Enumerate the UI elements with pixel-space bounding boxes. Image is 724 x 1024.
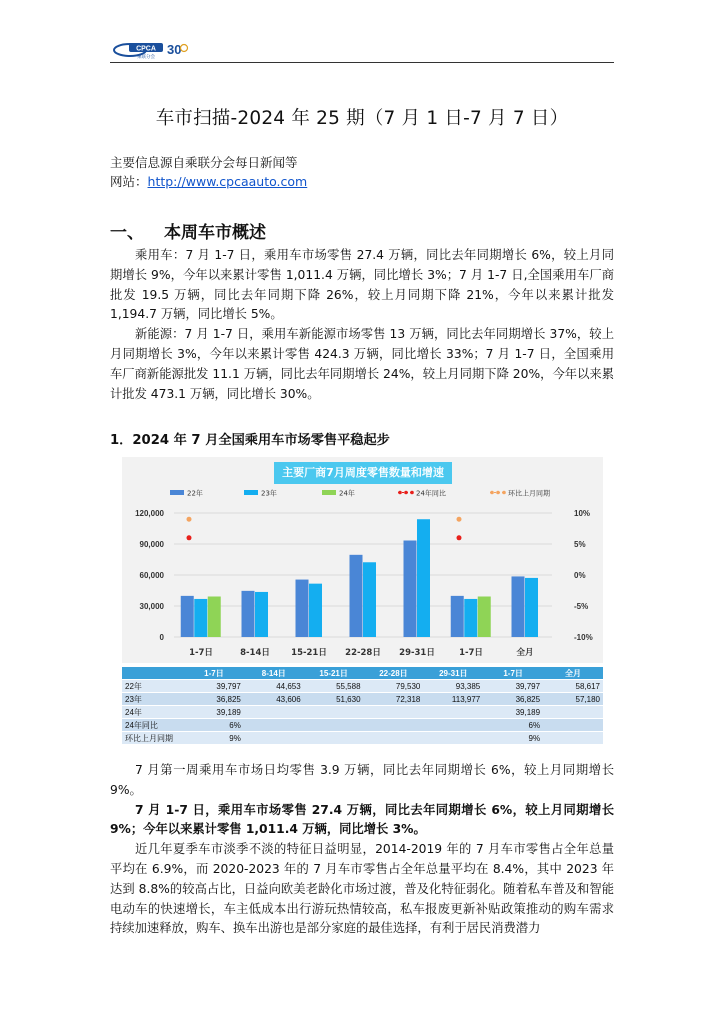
table-cell bbox=[423, 719, 483, 732]
y-tick-label: 30,000 bbox=[139, 602, 164, 611]
y-tick-label: 120,000 bbox=[135, 509, 164, 518]
table-cell bbox=[423, 706, 483, 719]
y-tick-label: 90,000 bbox=[139, 540, 164, 549]
weekly-retail-table bbox=[122, 667, 603, 745]
table-cell: 39,797 bbox=[184, 680, 244, 693]
table-cell bbox=[543, 719, 603, 732]
seasonal-paragraph: 近几年夏季车市淡季不淡的特征日益明显，2014-2019 年的 7 月车市零售占全年总量平均在 6.9%，而 2020-2023 年的 7 月车市零售占全年总量平均在 8.4%，其中 2023 年达到 8.8%的较高占比，日益向欧美老龄化市场过渡，普及化特征弱化。随着私车普及和智能电动车的快速增长，车主低成本出行游玩热情较高，私车报废更新补贴政策推动的购车需求持续加速释放，购车、换车出游也是部分家庭的最佳选择，有利于居民消费潜力 bbox=[110, 842, 614, 936]
table-cell: 6% bbox=[184, 719, 244, 732]
point-环比上月同期 bbox=[187, 517, 192, 522]
header-rule bbox=[110, 62, 614, 63]
table-row bbox=[122, 680, 603, 693]
point-24年同比 bbox=[457, 535, 462, 540]
legend-swatch-24年 bbox=[322, 490, 336, 495]
logo-text: CPCA bbox=[136, 45, 156, 53]
table-cell: 39,189 bbox=[184, 706, 244, 719]
table-header-cell: 22-28日 bbox=[364, 667, 424, 680]
bar-23年 bbox=[255, 592, 268, 637]
table-header-cell: 15-21日 bbox=[304, 667, 364, 680]
legend-label: 22年 bbox=[187, 489, 203, 498]
legend-dot bbox=[398, 491, 402, 495]
legend-swatch-23年 bbox=[244, 490, 258, 495]
bar-23年 bbox=[309, 584, 322, 637]
point-24年同比 bbox=[187, 535, 192, 540]
table-header-cell: 全月 bbox=[543, 667, 603, 680]
y-tick-label: 60,000 bbox=[139, 571, 164, 580]
table-cell bbox=[423, 732, 483, 745]
legend-dot bbox=[404, 491, 408, 495]
y2-tick-label: -10% bbox=[574, 633, 593, 642]
anniversary-ring bbox=[181, 45, 188, 52]
table-cell: 36,825 bbox=[184, 693, 244, 706]
table-cell: 43,606 bbox=[244, 693, 304, 706]
header-logo bbox=[112, 40, 192, 60]
bar-23年 bbox=[363, 562, 376, 637]
table-header-row bbox=[122, 667, 603, 680]
table-row bbox=[122, 719, 603, 732]
site-label: 网站： bbox=[110, 174, 148, 189]
table-cell bbox=[244, 719, 304, 732]
bar-23年 bbox=[525, 578, 538, 637]
x-tick-label: 29-31日 bbox=[399, 648, 435, 658]
table-cell bbox=[364, 706, 424, 719]
table-cell: 6% bbox=[483, 719, 543, 732]
table-row-label: 22年 bbox=[122, 680, 184, 693]
legend-label: 24年 bbox=[339, 489, 355, 498]
table-cell: 39,189 bbox=[483, 706, 543, 719]
x-tick-label: 8-14日 bbox=[240, 648, 270, 658]
table-row bbox=[122, 693, 603, 706]
table-header-cell bbox=[122, 667, 184, 680]
legend-swatch-22年 bbox=[170, 490, 184, 495]
table-cell bbox=[244, 706, 304, 719]
table-cell: 9% bbox=[184, 732, 244, 745]
x-tick-label: 22-28日 bbox=[345, 648, 381, 658]
table-header-cell: 29-31日 bbox=[423, 667, 483, 680]
table-header-cell: 1-7日 bbox=[184, 667, 244, 680]
section-number: 一、 bbox=[110, 223, 144, 243]
table-row-label: 23年 bbox=[122, 693, 184, 706]
weekly-retail-chart bbox=[122, 457, 603, 663]
table-cell: 9% bbox=[483, 732, 543, 745]
table-cell bbox=[304, 732, 364, 745]
x-tick-label: 全月 bbox=[516, 648, 534, 658]
new-energy-paragraph: 新能源：7 月 1-7 日，乘用车新能源市场零售 13 万辆，同比去年同期增长 37%，较上月同期增长 3%，今年以来累计零售 424.3 万辆，同比增长 33%；7 月 1-7 日，全国乘用车厂商新能源批发 11.1 万辆，同比去年同期增长 24%，较上月同期下降 20%，今年以来累计批发 473.1 万辆，同比增长 30%。 bbox=[110, 327, 614, 401]
table-cell: 57,180 bbox=[543, 693, 603, 706]
table-cell: 79,530 bbox=[364, 680, 424, 693]
passenger-car-paragraph: 乘用车：7 月 1-7 日，乘用车市场零售 27.4 万辆，同比去年同期增长 6%，较上月同期增长 9%，今年以来累计零售 1,011.4 万辆，同比增长 3%；7 月 1-7 日,全国乘用车厂商批发 19.5 万辆，同比去年同期下降 26%，较上月同期下降 21%，今年以来累计批发 1,194.7 万辆，同比增长 5%。 bbox=[110, 248, 614, 322]
chart-canvas bbox=[122, 457, 603, 663]
table-row bbox=[122, 732, 603, 745]
table-row-label: 环比上月同期 bbox=[122, 732, 184, 745]
table-cell: 51,630 bbox=[304, 693, 364, 706]
bar-22年 bbox=[451, 596, 464, 637]
table-cell bbox=[543, 732, 603, 745]
bar-23年 bbox=[194, 599, 207, 637]
table-header-cell: 1-7日 bbox=[483, 667, 543, 680]
legend-label: 环比上月同期 bbox=[508, 489, 550, 498]
section-title: 本周车市概述 bbox=[164, 223, 266, 243]
x-tick-label: 1-7日 bbox=[459, 648, 483, 658]
logo-sub: 乘联分会 bbox=[137, 55, 155, 60]
y2-tick-label: 0% bbox=[574, 571, 586, 580]
daily-retail-paragraph: 7 月第一周乘用车市场日均零售 3.9 万辆，同比去年同期增长 6%，较上月同期增长 9%。 bbox=[110, 763, 614, 797]
site-line bbox=[110, 172, 307, 191]
table-row-label: 24年同比 bbox=[122, 719, 184, 732]
bar-24年 bbox=[208, 597, 221, 637]
table-row-label: 24年 bbox=[122, 706, 184, 719]
x-tick-label: 1-7日 bbox=[189, 648, 213, 658]
legend-dot bbox=[410, 491, 414, 495]
legend-dot bbox=[502, 491, 506, 495]
table-cell: 72,318 bbox=[364, 693, 424, 706]
table-cell: 39,797 bbox=[483, 680, 543, 693]
bar-22年 bbox=[350, 555, 363, 637]
section-heading bbox=[110, 218, 266, 243]
table-cell: 44,653 bbox=[244, 680, 304, 693]
y-tick-label: 0 bbox=[159, 633, 164, 642]
table-cell bbox=[304, 719, 364, 732]
overview-text bbox=[110, 246, 614, 404]
legend-label: 24年同比 bbox=[416, 489, 446, 498]
y2-tick-label: 5% bbox=[574, 540, 586, 549]
table-header-cell: 8-14日 bbox=[244, 667, 304, 680]
bar-22年 bbox=[512, 576, 525, 637]
table-cell: 113,977 bbox=[423, 693, 483, 706]
bar-22年 bbox=[181, 596, 194, 637]
legend-dot bbox=[496, 491, 500, 495]
analysis-text bbox=[110, 761, 614, 939]
anniversary-mark: 30 bbox=[167, 42, 182, 57]
table-cell bbox=[304, 706, 364, 719]
table-cell bbox=[543, 706, 603, 719]
bar-23年 bbox=[464, 599, 477, 637]
table-cell: 93,385 bbox=[423, 680, 483, 693]
table-cell: 36,825 bbox=[483, 693, 543, 706]
x-tick-label: 15-21日 bbox=[291, 648, 327, 658]
bar-22年 bbox=[242, 591, 255, 637]
key-findings-paragraph: 7 月 1-7 日，乘用车市场零售 27.4 万辆，同比去年同期增长 6%，较上月同期增长 9%；今年以来累计零售 1,011.4 万辆，同比增长 3%。 bbox=[110, 802, 614, 837]
bar-22年 bbox=[296, 580, 309, 637]
table-cell: 55,588 bbox=[304, 680, 364, 693]
bar-23年 bbox=[417, 519, 430, 637]
y2-tick-label: -5% bbox=[574, 602, 589, 611]
table-cell bbox=[364, 732, 424, 745]
table-cell bbox=[364, 719, 424, 732]
legend-label: 23年 bbox=[261, 489, 277, 498]
doc-title: 车市扫描-2024 年 25 期（7 月 1 日-7 月 7 日） bbox=[155, 108, 569, 129]
subsection-heading: 1．2024 年 7 月全国乘用车市场零售平稳起步 bbox=[110, 433, 390, 448]
point-环比上月同期 bbox=[457, 517, 462, 522]
bar-24年 bbox=[478, 597, 491, 637]
table-cell bbox=[244, 732, 304, 745]
legend-dot bbox=[490, 491, 494, 495]
y2-tick-label: 10% bbox=[574, 509, 591, 518]
bar-22年 bbox=[404, 541, 417, 637]
chart-title: 主要厂商7月周度零售数量和增速 bbox=[274, 462, 452, 484]
source-line: 主要信息源自乘联分会每日新闻等 bbox=[110, 155, 298, 170]
table-row bbox=[122, 706, 603, 719]
site-link[interactable]: http://www.cpcaauto.com bbox=[147, 174, 308, 189]
table-cell: 58,617 bbox=[543, 680, 603, 693]
